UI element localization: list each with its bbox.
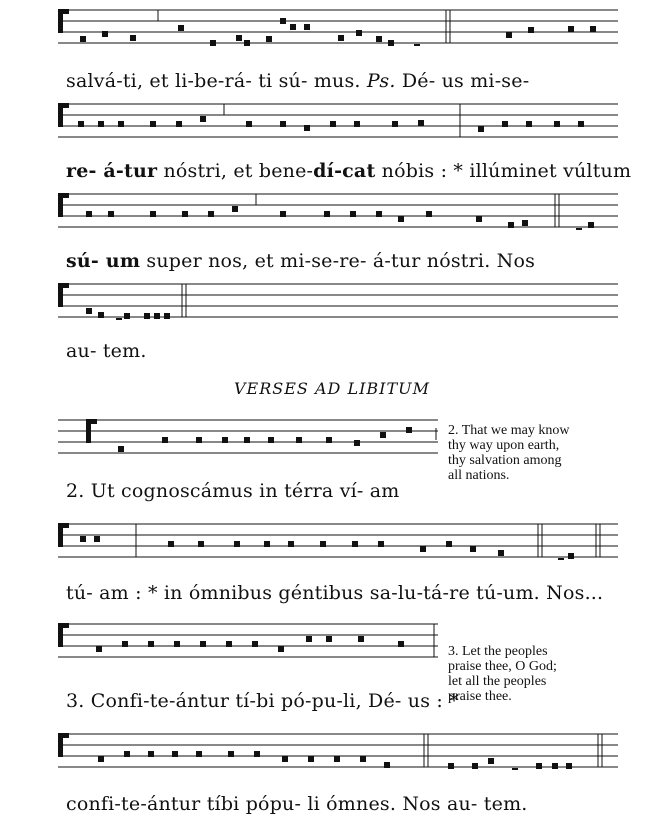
chant-staff-verse-2-cont bbox=[58, 520, 618, 560]
chant-staff-verse-3 bbox=[58, 620, 438, 660]
translation-verse-3: 3. Let the peoples praise thee, O God; let all the peoples praise thee. bbox=[448, 644, 557, 704]
chant-staff-1 bbox=[58, 6, 618, 46]
lyric-verse-3-cont: confi-te-ántur tíbi pópu- li ómnes. Nos au- tem. bbox=[66, 793, 528, 815]
lyric-line-3: sú- um super nos, et mi-se-re- á-tur nóstri. Nos bbox=[66, 250, 536, 272]
chant-staff-2 bbox=[58, 100, 618, 140]
lyric-line-2: re- á-tur nóstri, et bene-dí-cat nóbis : * illúminet vúltum bbox=[66, 160, 632, 182]
chant-staff-3 bbox=[58, 190, 618, 230]
chant-staff-verse-2 bbox=[58, 416, 438, 456]
translation-verse-2: 2. That we may know thy way upon earth, thy salvation among all nations. bbox=[448, 423, 570, 483]
lyric-line-1: salvá-ti, et li-be-rá- ti sú- mus. Ps. Dé- us mi-se- bbox=[66, 70, 530, 92]
section-heading: VERSES AD LIBITUM bbox=[234, 379, 430, 398]
chant-staff-verse-3-cont bbox=[58, 730, 618, 770]
lyric-verse-2-cont: tú- am : * in ómnibus géntibus sa-lu-tá-re tú-um. Nos... bbox=[66, 582, 604, 604]
lyric-verse-3: 3. Confi-te-ántur tí-bi pó-pu-li, Dé- us : * bbox=[66, 690, 459, 712]
lyric-verse-2: 2. Ut cognoscámus in térra ví- am bbox=[66, 480, 400, 502]
lyric-line-4: au- tem. bbox=[66, 340, 147, 362]
chant-staff-4 bbox=[58, 280, 618, 320]
